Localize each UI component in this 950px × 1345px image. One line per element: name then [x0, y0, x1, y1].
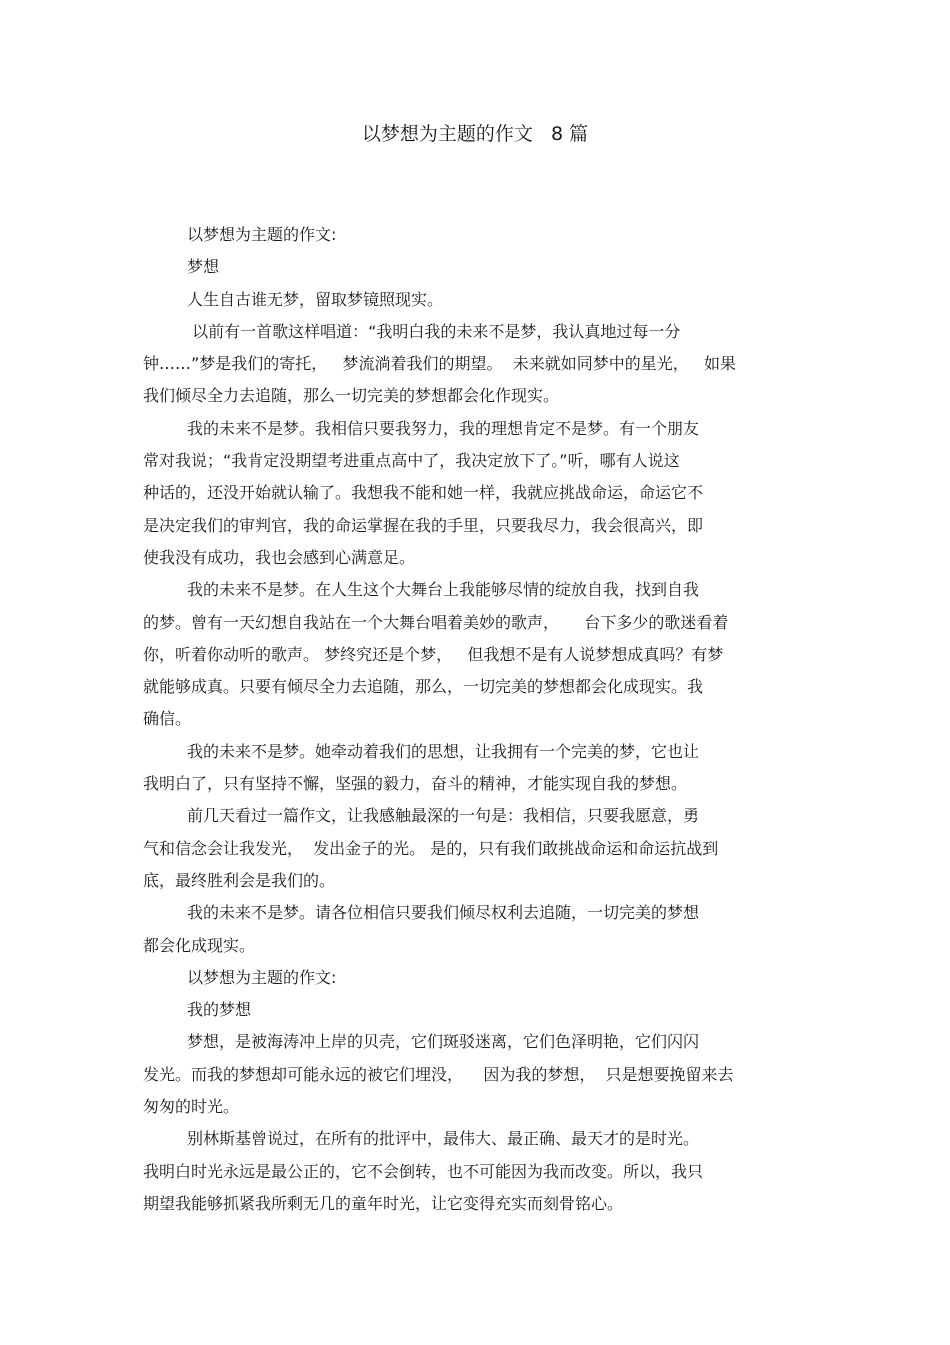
text-line: 我明白了，只有坚持不懈，坚强的毅力，奋斗的精神，才能实现自我的梦想。: [143, 774, 688, 794]
text-line: 底，最终胜利会是我们的。: [143, 870, 336, 890]
text-line: 梦想: [187, 257, 220, 277]
text-line: 气和信念会让我发光， 发出金子的光。 是的，只有我们敢挑战命运和命运抗战到: [143, 838, 719, 858]
text-line: 匆匆的时光。: [143, 1097, 240, 1117]
text-line: 确信。: [143, 709, 192, 729]
text-line: 我的未来不是梦。我相信只要我努力，我的理想肯定不是梦。有一个朋友: [187, 418, 700, 438]
text-line: 别林斯基曾说过，在所有的批评中，最伟大、最正确、最天才的是时光。: [187, 1129, 700, 1149]
document-body: [143, 219, 807, 1220]
text-line: 是决定我们的审判官，我的命运掌握在我的手里，只要我尽力，我会很高兴，即: [143, 515, 704, 535]
text-line: 就能够成真。只要有倾尽全力去追随，那么，一切完美的梦想都会化成现实。我: [143, 677, 704, 697]
text-line: 使我没有成功，我也会感到心满意足。: [143, 547, 416, 567]
text-line: 我明白时光永远是最公正的，它不会倒转，也不可能因为我而改变。所以，我只: [143, 1161, 704, 1181]
text-line: 我们倾尽全力去追随，那么一切完美的梦想都会化作现实。: [143, 386, 560, 406]
text-line: 我的梦想: [187, 1000, 252, 1020]
text-line: 以梦想为主题的作文:: [187, 225, 337, 244]
text-line: 发光。而我的梦想却可能永远的被它们埋没， 因为我的梦想， 只是想要挽留来去: [143, 1064, 734, 1084]
text-line: 梦想，是被海涛冲上岸的贝壳，它们斑驳迷离，它们色泽明艳，它们闪闪: [187, 1032, 700, 1052]
text-line: 期望我能够抓紧我所剩无几的童年时光，让它变得充实而刻骨铭心。: [143, 1193, 624, 1213]
text-line: 都会化成现实。: [143, 935, 256, 955]
document-title: 以梦想为主题的作文 8 篇: [361, 123, 589, 145]
text-line: 常对我说；“我肯定没期望考进重点高中了，我决定放下了。”听，哪有人说这: [143, 451, 680, 471]
text-line: 我的未来不是梦。请各位相信只要我们倾尽权利去追随，一切完美的梦想: [187, 903, 700, 923]
text-line: 以梦想为主题的作文:: [187, 967, 337, 987]
text-line: 的梦。曾有一天幻想自我站在一个大舞台唱着美妙的歌声， 台下多少的歌迷看着: [143, 612, 729, 632]
text-line: 人生自古谁无梦，留取梦镜照现实。: [187, 289, 444, 309]
text-line: 以前有一首歌这样唱道：“我明白我的未来不是梦，我认真地过每一分: [187, 321, 681, 341]
text-line: 我的未来不是梦。在人生这个大舞台上我能够尽情的绽放自我，找到自我: [187, 580, 700, 600]
text-line: 种话的，还没开始就认输了。我想我不能和她一样，我就应挑战命运，命运它不: [143, 483, 704, 503]
text-line: 我的未来不是梦。她牵动着我们的思想，让我拥有一个完美的梦，它也让: [187, 741, 700, 761]
text-line: 钟……”梦是我们的寄托， 梦流淌着我们的期望。 未来就如同梦中的星光， 如果: [143, 354, 736, 374]
text-line: 前几天看过一篇作文，让我感触最深的一句是：我相信，只要我愿意，勇: [187, 806, 700, 826]
text-line: 你，听着你动听的歌声。 梦终究还是个梦， 但我想不是有人说梦想成真吗？有梦: [143, 644, 724, 664]
